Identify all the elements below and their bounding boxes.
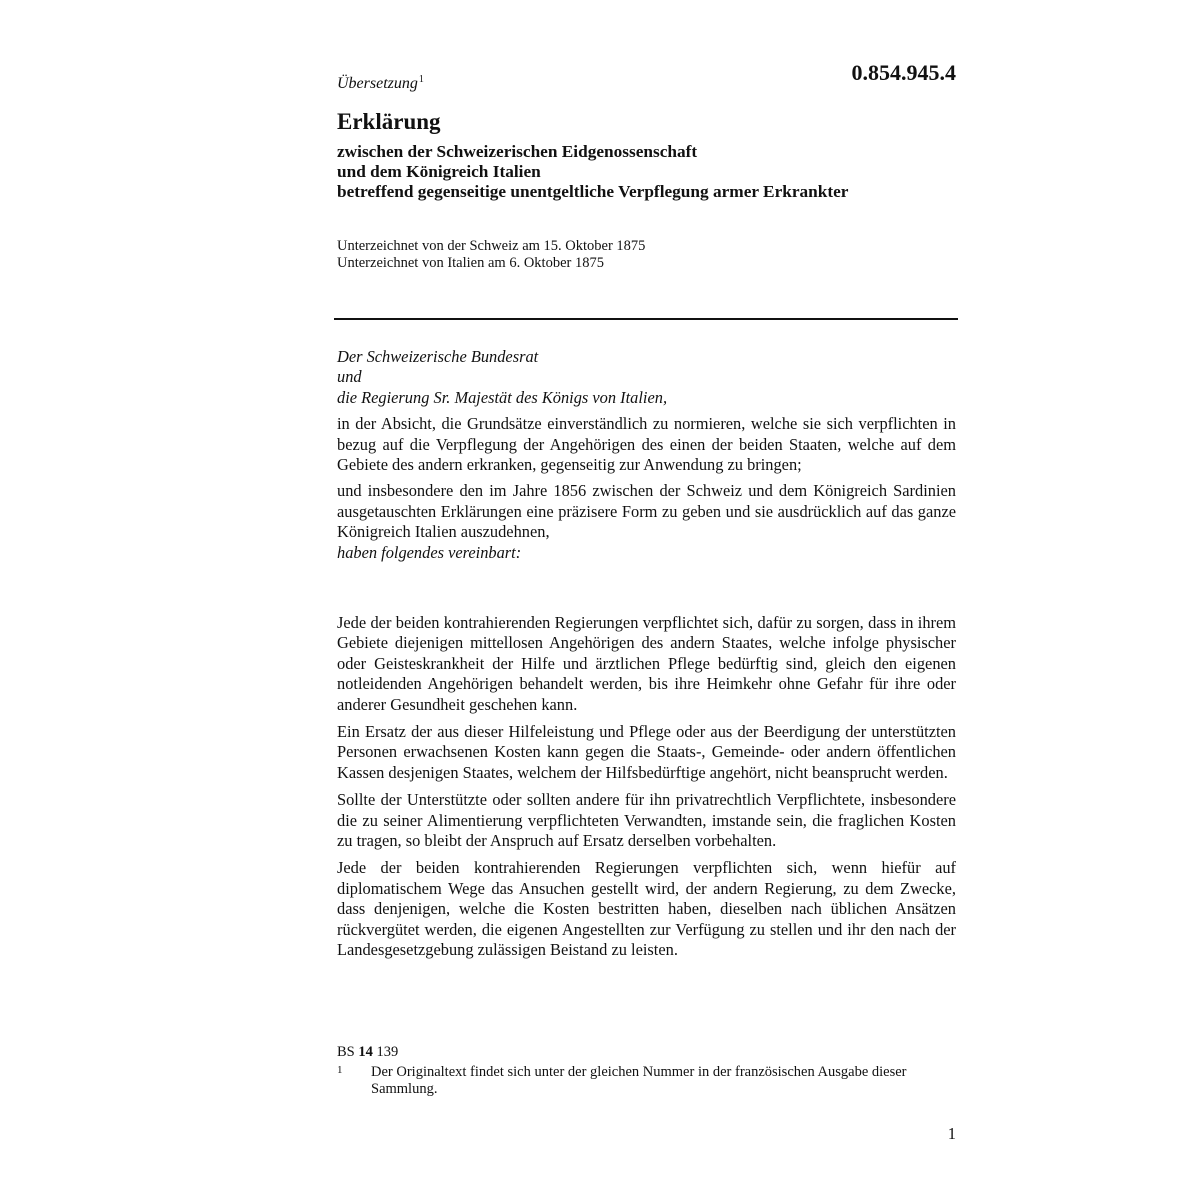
footnote-ref[interactable]: 1: [418, 74, 424, 85]
preamble: [337, 347, 956, 563]
subtitle-line: zwischen der Schweizerischen Eidgenossenschaft: [337, 142, 698, 161]
article-paragraph: Jede der beiden kontrahierenden Regierungen verpflichten sich, wenn hiefür auf diplomatischem Wege das Ansuchen gestellt wird, der andern Regierung, zu dem Zwecke, dass denjenigen, welche die Kosten bestritten haben, dieselben nach üblichen Ansätzen rückvergütet werden, die eigenen Angestellten zur Verfügung zu stellen und ihr den nach der Landesgesetzgebung zulässigen Beistand zu leisten.: [337, 858, 956, 960]
document-title: Erklärung: [337, 109, 441, 134]
party-and: und: [337, 367, 362, 387]
page-number: 1: [947, 1124, 956, 1143]
articles: [337, 613, 956, 961]
divider-rule: [334, 318, 958, 320]
article-paragraph: Jede der beiden kontrahierenden Regierungen verpflichtet sich, dafür zu sorgen, dass in ihrem Gebiete diejenigen mittellosen Angehörigen des andern Staates, welche infolge physischer oder Geisteskrankheit der Hilfe und ärztlichen Pflege bedürftig sind, gleich den eigenen notleidenden Angehörigen behandelt werden, bis ihre Heimkehr ohne Gefahr für ihre oder anderer Gesundheit geschehen kann.: [337, 613, 956, 714]
document-subtitle: [337, 142, 967, 202]
footnote-number: 1: [337, 1064, 343, 1076]
signature-italy: Unterzeichnet von Italien am 6. Oktober 1875: [337, 255, 604, 271]
footnote-text: Der Originaltext findet sich unter der gleichen Nummer in der französischen Ausgabe dieser Sammlung.: [371, 1064, 907, 1097]
signature-dates: [337, 238, 957, 272]
bs-reference: BS 14 139: [337, 1044, 399, 1060]
article-paragraph: Sollte der Unterstützte oder sollten andere für ihn privatrechtlich Verpflichtete, insbesondere die zu seiner Alimentierung verpflichteten Verwandten, imstande sein, die fraglichen Kosten zu tragen, so bleibt der Anspruch auf Ersatz derselben vorbehalten.: [337, 790, 956, 851]
signature-switzerland: Unterzeichnet von der Schweiz am 15. Oktober 1875: [337, 238, 646, 254]
subtitle-line: und dem Königreich Italien: [337, 162, 541, 181]
recital-paragraph: und insbesondere den im Jahre 1856 zwischen der Schweiz und dem Königreich Sardinien ausgetauschten Erklärungen eine präzisere Form zu geben und sie ausdrücklich auf das ganze Königreich Italien auszudehnen,: [337, 481, 956, 542]
subtitle-line: betreffend gegenseitige unentgeltliche Verpflegung armer Erkrankter: [337, 182, 849, 201]
party-italy: die Regierung Sr. Majestät des Königs von Italien,: [337, 387, 668, 407]
recital-paragraph: in der Absicht, die Grundsätze einverständlich zu normieren, welche sie sich verpflichten in bezug auf die Verpflegung der Angehörigen des einen der beiden Staaten, welche auf dem Gebiete des andern erkranken, gegenseitig zur Anwendung zu bringen;: [337, 414, 956, 475]
sr-number: 0.854.945.4: [851, 60, 956, 85]
article-paragraph: Ein Ersatz der aus dieser Hilfeleistung und Pflege oder aus der Beerdigung der unterstützten Personen erwachsenen Kosten kann gegen die Staats-, Gemeinde- oder andern öffentlichen Kassen desjenigen Staates, welchem der Hilfsbedürftige angehört, nicht beansprucht werden.: [337, 722, 956, 782]
agreed-phrase: haben folgendes vereinbart:: [337, 542, 522, 562]
party-swiss: Der Schweizerische Bundesrat: [337, 347, 539, 366]
translation-label: Übersetzung$^1$: [337, 74, 424, 92]
